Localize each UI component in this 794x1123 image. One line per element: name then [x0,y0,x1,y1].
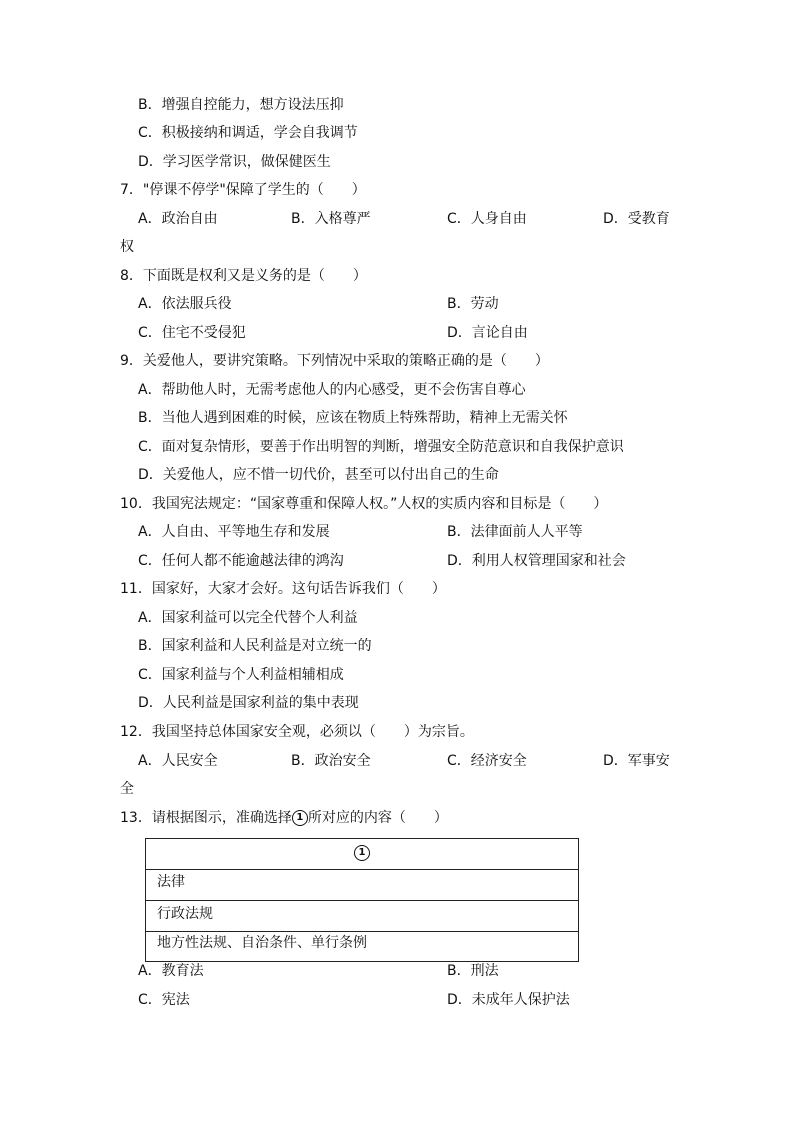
question-11-option-b: B．国家利益和人民利益是对立统一的 [138,638,372,654]
question-7-option-d-wrap: 权 [120,239,134,255]
question-11-option-c: C．国家利益与个人利益相辅相成 [138,667,344,683]
question-13-stem [120,808,448,828]
question-13-option-d: D．未成年人保护法 [447,992,570,1008]
question-8-option-c: C．住宅不受侵犯 [138,325,246,341]
question-8-option-b: B．劳动 [447,296,499,312]
question-8-option-a: A．依法服兵役 [138,296,232,312]
question-7-stem: 7．"停课不停学"保障了学生的（ ） [120,182,366,198]
question-9-option-b: B．当他人遇到困难的时候，应该在物质上特殊帮助，精神上无需关怀 [138,410,568,426]
question-9-option-d: D．关爱他人，应不惜一切代价，甚至可以付出自己的生命 [138,467,499,483]
question-11-option-a: A．国家利益可以完全代替个人利益 [138,610,358,626]
question-9-option-a: A．帮助他人时，无需考虑他人的内心感受，更不会伤害自尊心 [138,382,526,398]
question-7-option-b: B．入格尊严 [291,211,371,227]
question-13-option-b: B．刑法 [447,963,499,979]
question-10-stem: 10．我国宪法规定：“国家尊重和保障人权。”人权的实质内容和目标是（ ） [120,496,608,512]
question-7-option-d: D．受教育 [603,211,670,227]
question-7-option-c: C．人身自由 [447,211,527,227]
question-12-option-c: C．经济安全 [447,753,527,769]
question-10-option-b: B．法律面前人人平等 [447,524,583,540]
question-12-option-d-wrap: 全 [120,781,134,797]
law-hierarchy-table [145,838,579,962]
table-row-admin-regulations: 行政法规 [146,900,578,931]
question-9-option-c: C．面对复杂情形，要善于作出明智的判断，增强安全防范意识和自我保护意识 [138,439,624,455]
question-13-option-c: C．宪法 [138,992,190,1008]
question-12-option-d: D．军事安 [603,753,670,769]
question-12-stem: 12．我国坚持总体国家安全观，必须以（ ）为宗旨。 [120,724,474,740]
question-8-option-d: D．言论自由 [447,325,528,341]
question-11-option-d: D．人民利益是国家利益的集中表现 [138,695,359,711]
question-11-stem: 11．国家好，大家才会好。这句话告诉我们（ ） [120,581,446,597]
question-10-option-c: C．任何人都不能逾越法律的鸿沟 [138,553,344,569]
question-13-stem-pre: 13．请根据图示，准确选择 [120,810,292,826]
table-header-row [146,839,578,869]
question-10-option-a: A．人自由、平等地生存和发展 [138,524,330,540]
question-13-option-a: A．教育法 [138,963,204,979]
table-row-law: 法律 [146,869,578,900]
question-10-option-d: D．利用人权管理国家和社会 [447,553,626,569]
option-c-prev: C．积极接纳和调适，学会自我调节 [138,125,358,141]
question-9-stem: 9．关爱他人，要讲究策略。下列情况中采取的策略正确的是（ ） [120,353,549,369]
question-7-option-a: A．政治自由 [138,211,218,227]
circled-number-marker: 1 [292,810,308,826]
question-8-stem: 8．下面既是权利又是义务的是（ ） [120,268,367,284]
table-header-marker: 1 [354,845,370,861]
question-12-option-a: A．人民安全 [138,753,218,769]
option-b-prev: B．增强自控能力，想方设法压抑 [138,97,344,113]
option-d-prev: D．学习医学常识，做保健医生 [138,154,331,170]
question-12-option-b: B．政治安全 [291,753,371,769]
question-13-stem-post: 所对应的内容（ ） [307,810,448,826]
table-row-local-regulations: 地方性法规、自治条件、单行条例 [146,931,578,962]
